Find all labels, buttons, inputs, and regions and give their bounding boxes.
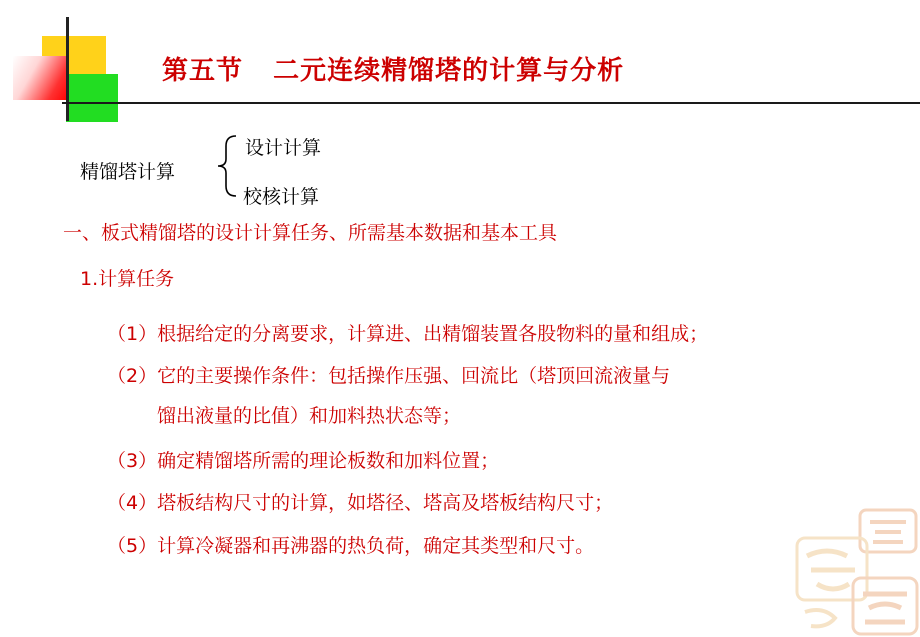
diagram-branch-design: 设计计算	[245, 137, 322, 159]
section-heading: 一、板式精馏塔的设计计算任务、所需基本数据和基本工具	[63, 222, 558, 244]
subsection-heading: 1.计算任务	[80, 268, 175, 290]
diagram-root: 精馏塔计算	[80, 161, 176, 183]
list-item-continuation: 馏出液量的比值）和加料热状态等；	[157, 405, 462, 427]
list-item: （3）确定精馏塔所需的理论板数和加料位置；	[107, 450, 500, 472]
list-item: （1）根据给定的分离要求，计算进、出精馏装置各股物料的量和组成；	[107, 323, 709, 345]
decorative-seal-watermark	[795, 508, 920, 637]
list-item: （4）塔板结构尺寸的计算，如塔径、塔高及塔板结构尺寸；	[107, 492, 614, 514]
curly-brace	[212, 133, 242, 199]
list-item: （5）计算冷凝器和再沸器的热负荷，确定其类型和尺寸。	[107, 535, 595, 557]
corner-logo	[0, 0, 140, 130]
diagram-branch-check: 校核计算	[243, 186, 320, 208]
page-title: 第五节 二元连续精馏塔的计算与分析	[162, 56, 625, 86]
logo-vertical-line	[66, 17, 69, 121]
list-item: （2）它的主要操作条件：包括操作压强、回流比（塔顶回流液量与	[107, 365, 671, 387]
logo-green-square	[66, 74, 118, 122]
title-divider	[62, 102, 920, 104]
logo-red-square	[13, 56, 69, 100]
